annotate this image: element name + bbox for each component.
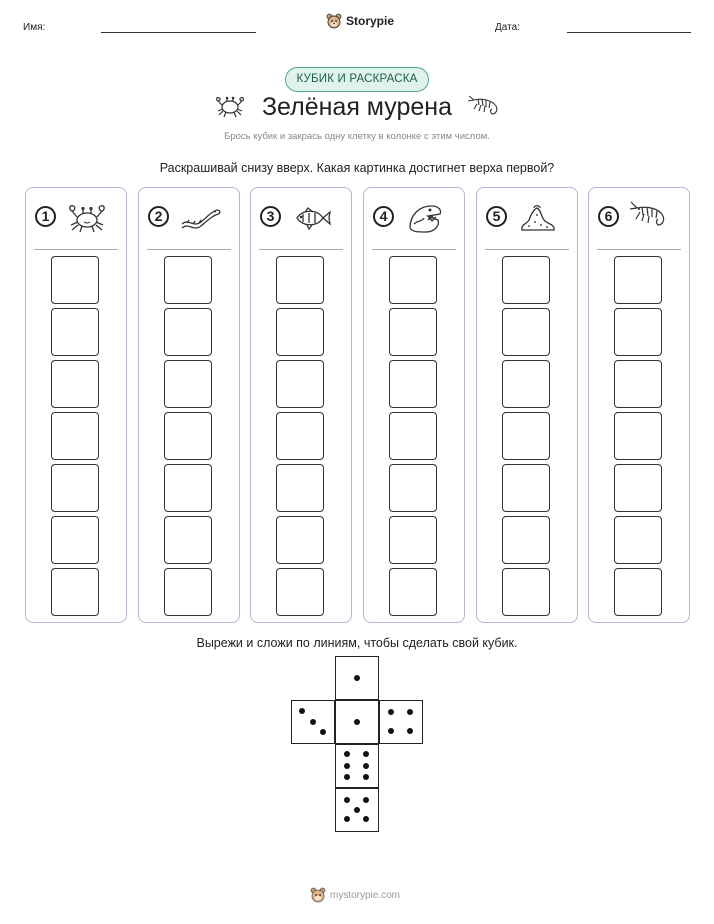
column-5: [476, 187, 578, 623]
color-cell[interactable]: [51, 464, 99, 512]
color-cell[interactable]: [502, 256, 550, 304]
column-4: [363, 187, 465, 623]
color-cell[interactable]: [502, 308, 550, 356]
die-pip: [354, 675, 360, 681]
die-pip: [354, 807, 360, 813]
coral-sponge-icon: [517, 198, 559, 236]
brand-logo: [326, 13, 394, 29]
date-label: Дата:: [495, 22, 520, 33]
die-pip: [344, 763, 350, 769]
column-divider: [485, 249, 569, 250]
color-cell[interactable]: [614, 256, 662, 304]
die-pip: [363, 816, 369, 822]
column-divider: [372, 249, 456, 250]
cube-face-6: [335, 744, 379, 788]
die-pip: [344, 797, 350, 803]
color-cell[interactable]: [164, 308, 212, 356]
eel-icon: [179, 198, 221, 236]
color-cell[interactable]: [276, 568, 324, 616]
name-line[interactable]: [101, 32, 256, 33]
shrimp-icon: [629, 198, 671, 236]
die-pip: [388, 728, 394, 734]
column-header: [251, 188, 351, 248]
column-1: [25, 187, 127, 623]
color-cell[interactable]: [502, 360, 550, 408]
cube-instruction: Вырежи и сложи по линиям, чтобы сделать свой кубик.: [196, 636, 518, 650]
crab-icon: [66, 198, 108, 236]
die-pip: [363, 774, 369, 780]
page-title: Зелёная мурена: [261, 93, 453, 121]
color-cell[interactable]: [276, 360, 324, 408]
color-cell[interactable]: [614, 516, 662, 564]
die-pip: [344, 816, 350, 822]
moray-head-icon: [404, 198, 446, 236]
color-cell[interactable]: [502, 516, 550, 564]
column-number: 3: [260, 206, 281, 227]
die-pip: [354, 719, 360, 725]
cube-face-1: [335, 700, 379, 744]
die-pip: [407, 709, 413, 715]
color-cell[interactable]: [51, 360, 99, 408]
color-cell[interactable]: [389, 568, 437, 616]
column-divider: [147, 249, 231, 250]
cube-face-4: [379, 700, 423, 744]
color-cell[interactable]: [614, 464, 662, 512]
die-pip: [388, 709, 394, 715]
die-pip: [363, 797, 369, 803]
color-cell[interactable]: [389, 516, 437, 564]
shrimp-icon: [468, 94, 502, 118]
color-cell[interactable]: [51, 308, 99, 356]
color-cell[interactable]: [164, 360, 212, 408]
column-header: [477, 188, 577, 248]
color-cell[interactable]: [164, 412, 212, 460]
cube-face-3: [291, 700, 335, 744]
column-number: 2: [148, 206, 169, 227]
color-cell[interactable]: [276, 464, 324, 512]
die-pip: [299, 708, 305, 714]
color-cell[interactable]: [389, 256, 437, 304]
color-cell[interactable]: [614, 412, 662, 460]
column-number: 4: [373, 206, 394, 227]
column-divider: [34, 249, 118, 250]
coloring-instruction: Раскрашивай снизу вверх. Какая картинка достигнет верха первой?: [159, 161, 555, 175]
column-header: [589, 188, 689, 248]
color-cell[interactable]: [389, 308, 437, 356]
die-pip: [363, 763, 369, 769]
footer-url: mystorypie.com: [330, 889, 401, 901]
color-cell[interactable]: [389, 360, 437, 408]
column-header: [364, 188, 464, 248]
column-3: [250, 187, 352, 623]
column-divider: [259, 249, 343, 250]
die-pip: [407, 728, 413, 734]
cube-face-5: [335, 788, 379, 832]
page-subtitle: Брось кубик и закрась одну клетку в колонке с этим числом.: [224, 131, 490, 142]
die-pip: [344, 774, 350, 780]
color-cell[interactable]: [276, 308, 324, 356]
column-number: 5: [486, 206, 507, 227]
die-pip: [363, 751, 369, 757]
color-cell[interactable]: [276, 412, 324, 460]
color-cell[interactable]: [502, 568, 550, 616]
color-cell[interactable]: [614, 568, 662, 616]
column-number: 1: [35, 206, 56, 227]
color-cell[interactable]: [51, 256, 99, 304]
color-cell[interactable]: [276, 516, 324, 564]
color-cell[interactable]: [164, 516, 212, 564]
color-cell[interactable]: [614, 308, 662, 356]
name-label: Имя:: [23, 22, 46, 33]
bear-icon: [326, 13, 342, 29]
color-cell[interactable]: [389, 464, 437, 512]
color-cell[interactable]: [164, 256, 212, 304]
color-cell[interactable]: [51, 516, 99, 564]
column-6: [588, 187, 690, 623]
color-cell[interactable]: [51, 568, 99, 616]
color-cell[interactable]: [389, 412, 437, 460]
column-header: [26, 188, 126, 248]
color-cell[interactable]: [276, 256, 324, 304]
brand-name: Storypie: [346, 14, 395, 28]
die-pip: [344, 751, 350, 757]
column-header: [139, 188, 239, 248]
footer: [310, 887, 400, 903]
bear-icon: [310, 887, 326, 903]
color-cell[interactable]: [614, 360, 662, 408]
fish-icon: [291, 198, 333, 236]
cube-face-1: [335, 656, 379, 700]
category-badge: КУБИК И РАСКРАСКА: [285, 67, 428, 92]
color-cell[interactable]: [164, 464, 212, 512]
color-cell[interactable]: [164, 568, 212, 616]
die-pip: [320, 729, 326, 735]
die-pip: [310, 719, 316, 725]
color-cell[interactable]: [51, 412, 99, 460]
column-divider: [597, 249, 681, 250]
column-number: 6: [598, 206, 619, 227]
color-cell[interactable]: [502, 412, 550, 460]
color-cell[interactable]: [502, 464, 550, 512]
date-line[interactable]: [567, 32, 691, 33]
column-2: [138, 187, 240, 623]
